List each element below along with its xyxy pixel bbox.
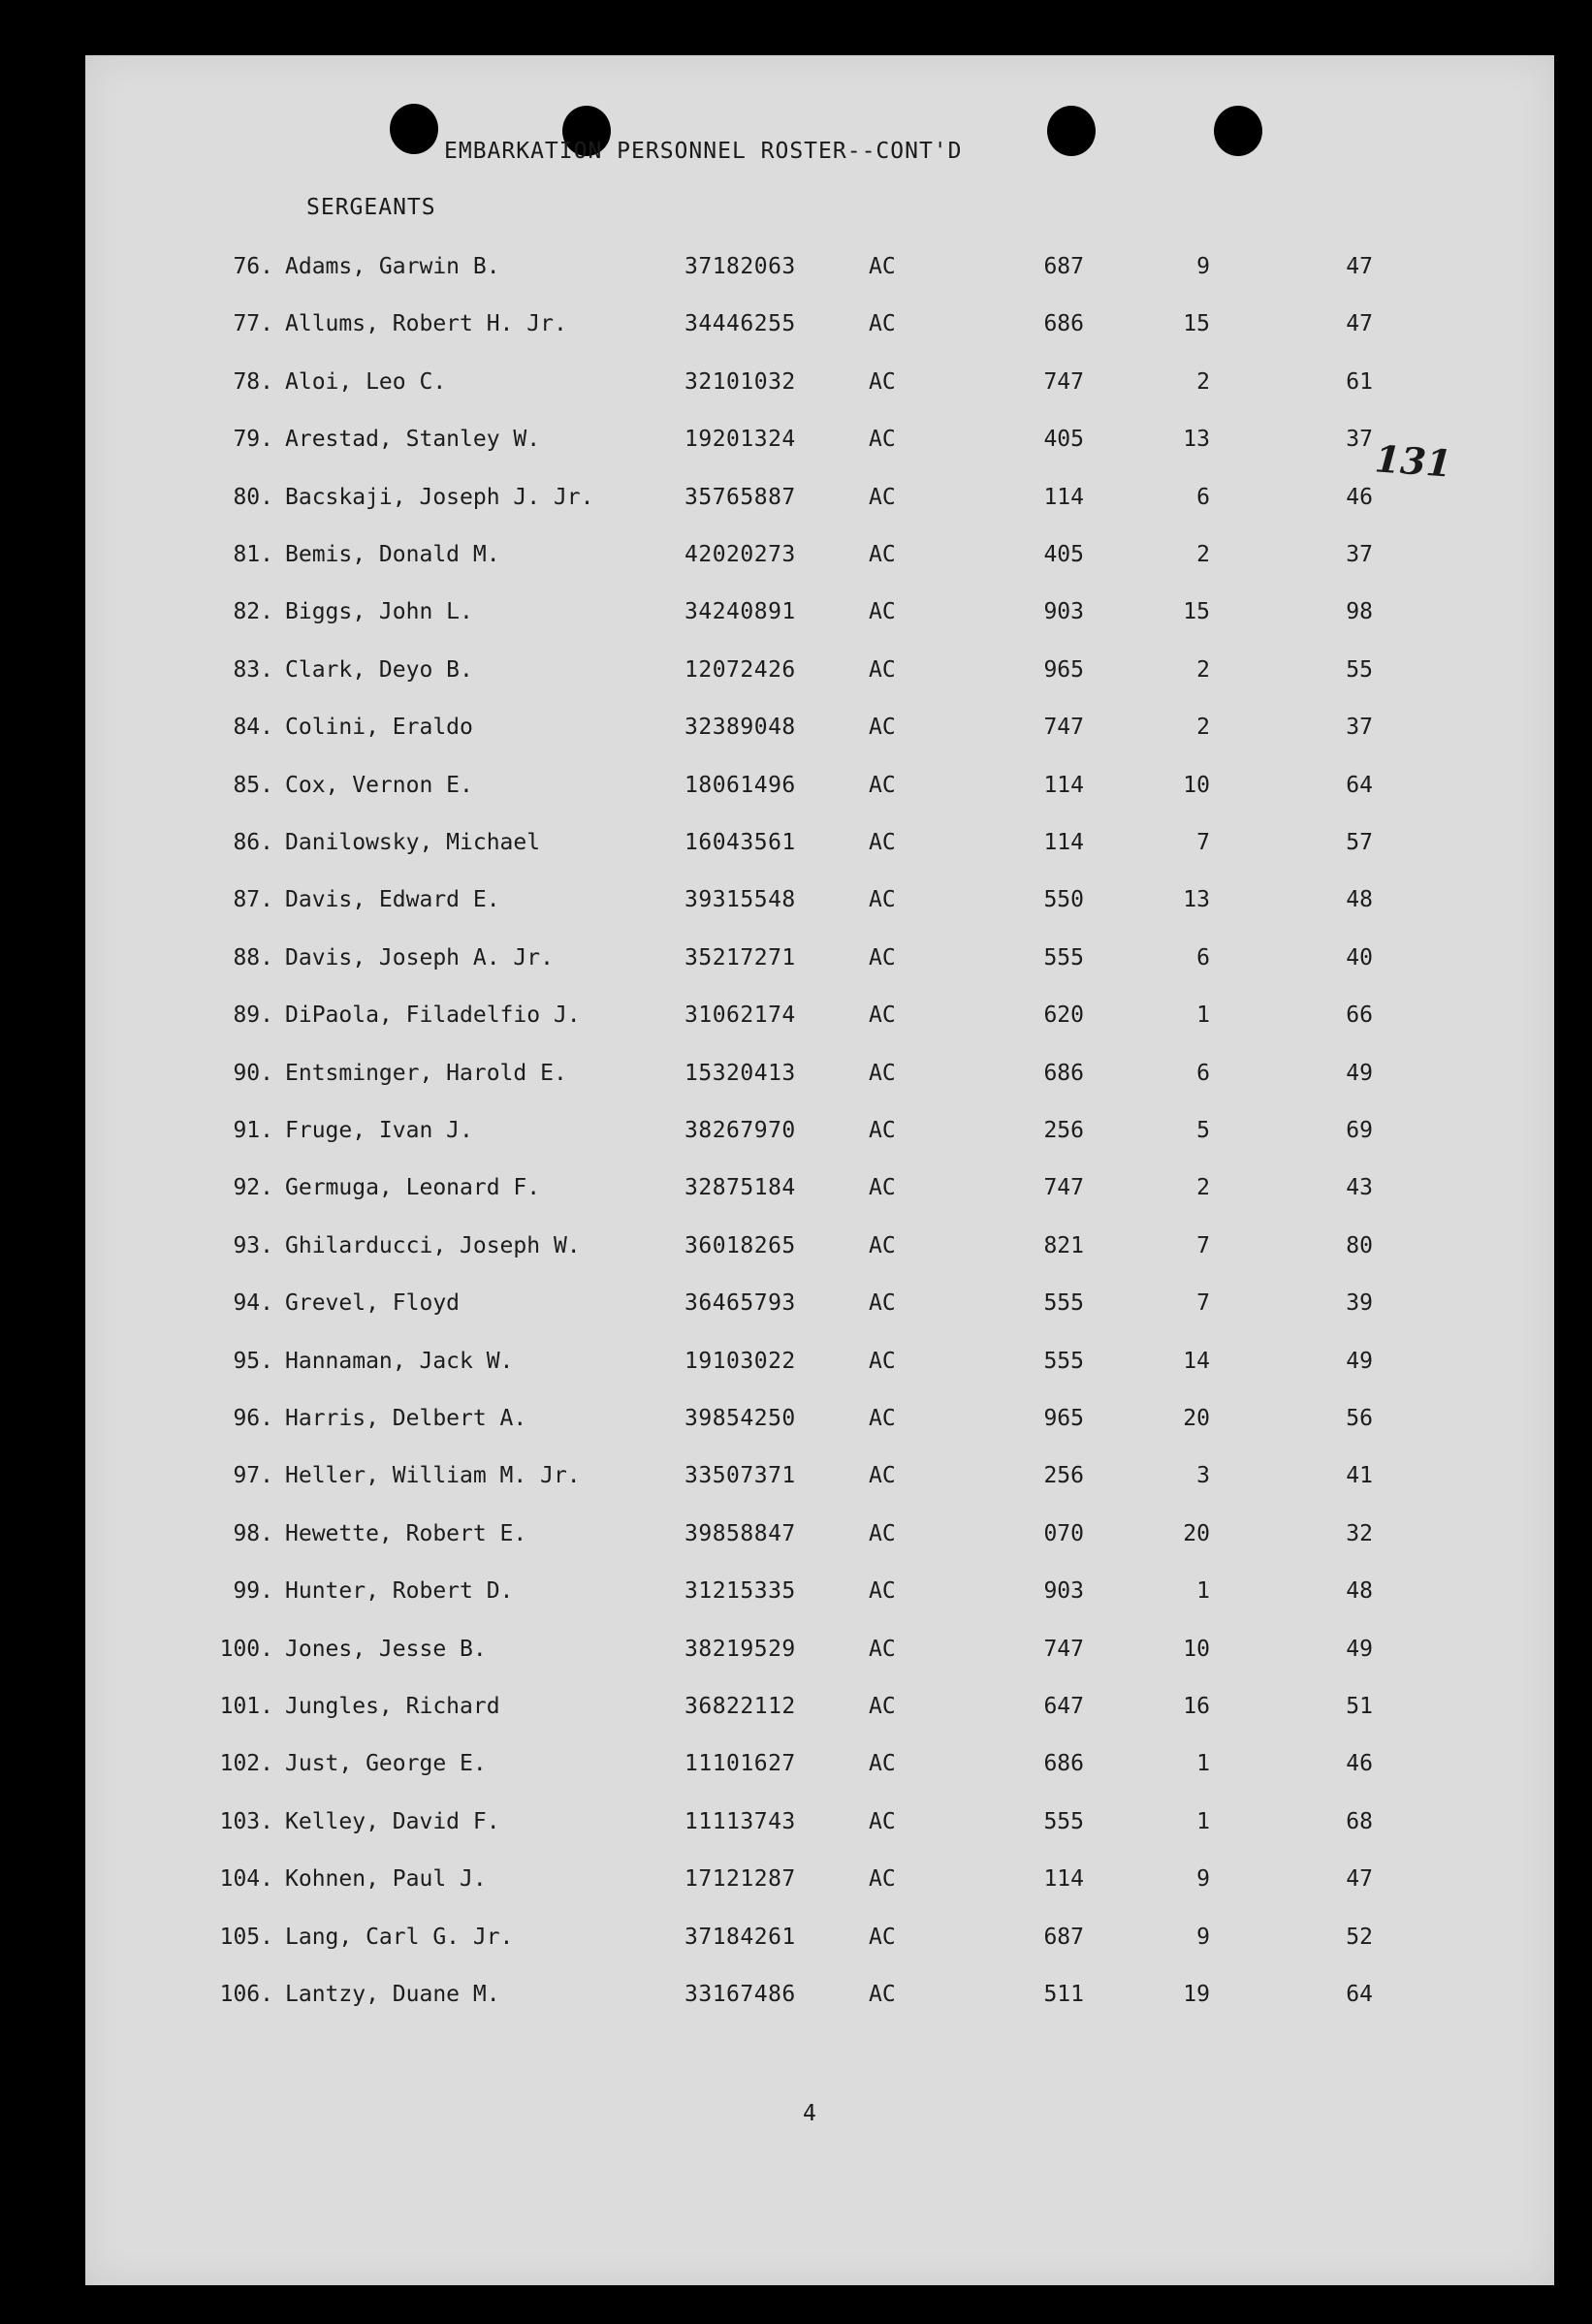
table-row	[85, 1809, 1554, 1842]
table-row	[85, 1521, 1554, 1554]
column-6-value: 61	[1346, 369, 1373, 395]
serial-number: 33167486	[685, 1982, 796, 2007]
column-5-value: 20	[1183, 1521, 1210, 1546]
column-6-value: 48	[1346, 887, 1373, 912]
specialty-code: 965	[1043, 657, 1084, 683]
table-row	[85, 1463, 1554, 1496]
row-number: 90.	[233, 1061, 273, 1086]
column-5-value: 16	[1183, 1694, 1210, 1719]
column-5-value: 3	[1196, 1463, 1210, 1488]
table-row	[85, 1175, 1554, 1208]
serial-number: 31062174	[685, 1003, 796, 1028]
column-5-value: 2	[1196, 369, 1210, 395]
serial-number: 11113743	[685, 1809, 796, 1834]
branch-code: AC	[869, 1463, 896, 1488]
table-row	[85, 1003, 1554, 1035]
specialty-code: 965	[1043, 1406, 1084, 1431]
row-number: 83.	[233, 657, 273, 683]
serial-number: 39315548	[685, 887, 796, 912]
branch-code: AC	[869, 887, 896, 912]
specialty-code: 114	[1043, 1866, 1084, 1892]
branch-code: AC	[869, 1982, 896, 2007]
serial-number: 38267970	[685, 1118, 796, 1143]
table-row	[85, 1866, 1554, 1899]
branch-code: AC	[869, 1175, 896, 1200]
branch-code: AC	[869, 1925, 896, 1950]
personnel-name: Clark, Deyo B.	[285, 657, 473, 683]
column-5-value: 5	[1196, 1118, 1210, 1143]
row-number: 80.	[233, 485, 273, 510]
row-number: 93.	[233, 1233, 273, 1258]
row-number: 77.	[233, 311, 273, 336]
branch-code: AC	[869, 830, 896, 855]
branch-code: AC	[869, 427, 896, 452]
personnel-name: Grevel, Floyd	[285, 1290, 461, 1316]
column-5-value: 6	[1196, 485, 1210, 510]
personnel-name: Heller, William M. Jr.	[285, 1463, 581, 1488]
row-number: 92.	[233, 1175, 273, 1200]
roster-page	[85, 55, 1554, 2285]
serial-number: 16043561	[685, 830, 796, 855]
specialty-code: 555	[1043, 1809, 1084, 1834]
column-6-value: 41	[1346, 1463, 1373, 1488]
row-number: 94.	[233, 1290, 273, 1316]
column-5-value: 10	[1183, 1637, 1210, 1662]
branch-code: AC	[869, 1578, 896, 1604]
column-5-value: 15	[1183, 311, 1210, 336]
serial-number: 19201324	[685, 427, 796, 452]
branch-code: AC	[869, 485, 896, 510]
serial-number: 39854250	[685, 1406, 796, 1431]
serial-number: 39858847	[685, 1521, 796, 1546]
column-6-value: 51	[1346, 1694, 1373, 1719]
column-6-value: 46	[1346, 1751, 1373, 1776]
serial-number: 37182063	[685, 254, 796, 279]
personnel-name: Adams, Garwin B.	[285, 254, 500, 279]
table-row	[85, 599, 1554, 632]
row-number: 99.	[233, 1578, 273, 1604]
row-number: 85.	[233, 773, 273, 798]
table-row	[85, 1290, 1554, 1323]
column-5-value: 14	[1183, 1349, 1210, 1374]
branch-code: AC	[869, 1694, 896, 1719]
specialty-code: 555	[1043, 1349, 1084, 1374]
branch-code: AC	[869, 1349, 896, 1374]
table-row	[85, 657, 1554, 690]
specialty-code: 555	[1043, 945, 1084, 971]
personnel-name: Hunter, Robert D.	[285, 1578, 514, 1604]
column-6-value: 47	[1346, 311, 1373, 336]
branch-code: AC	[869, 1637, 896, 1662]
page-number: 4	[803, 2101, 816, 2126]
personnel-name: Danilowsky, Michael	[285, 830, 541, 855]
row-number: 88.	[233, 945, 273, 971]
branch-code: AC	[869, 657, 896, 683]
specialty-code: 114	[1043, 485, 1084, 510]
branch-code: AC	[869, 599, 896, 624]
row-number: 81.	[233, 542, 273, 567]
table-row	[85, 254, 1554, 287]
row-number: 100.	[219, 1637, 273, 1662]
personnel-name: Lang, Carl G. Jr.	[285, 1925, 514, 1950]
specialty-code: 903	[1043, 599, 1084, 624]
row-number: 79.	[233, 427, 273, 452]
specialty-code: 747	[1043, 1637, 1084, 1662]
personnel-name: Lantzy, Duane M.	[285, 1982, 500, 2007]
column-6-value: 98	[1346, 599, 1373, 624]
table-row	[85, 1694, 1554, 1727]
column-6-value: 52	[1346, 1925, 1373, 1950]
column-5-value: 7	[1196, 830, 1210, 855]
column-6-value: 47	[1346, 254, 1373, 279]
personnel-name: Aloi, Leo C.	[285, 369, 447, 395]
serial-number: 36465793	[685, 1290, 796, 1316]
specialty-code: 747	[1043, 1175, 1084, 1200]
personnel-name: Entsminger, Harold E.	[285, 1061, 567, 1086]
specialty-code: 114	[1043, 830, 1084, 855]
table-row	[85, 1578, 1554, 1611]
row-number: 76.	[233, 254, 273, 279]
row-number: 91.	[233, 1118, 273, 1143]
specialty-code: 686	[1043, 311, 1084, 336]
specialty-code: 070	[1043, 1521, 1084, 1546]
serial-number: 19103022	[685, 1349, 796, 1374]
table-row	[85, 1925, 1554, 1958]
table-row	[85, 427, 1554, 460]
branch-code: AC	[869, 254, 896, 279]
serial-number: 11101627	[685, 1751, 796, 1776]
row-number: 106.	[219, 1982, 273, 2007]
serial-number: 36018265	[685, 1233, 796, 1258]
serial-number: 37184261	[685, 1925, 796, 1950]
branch-code: AC	[869, 1118, 896, 1143]
personnel-name: Arestad, Stanley W.	[285, 427, 541, 452]
specialty-code: 555	[1043, 1290, 1084, 1316]
column-6-value: 66	[1346, 1003, 1373, 1028]
column-6-value: 69	[1346, 1118, 1373, 1143]
row-number: 95.	[233, 1349, 273, 1374]
branch-code: AC	[869, 542, 896, 567]
personnel-name: Ghilarducci, Joseph W.	[285, 1233, 581, 1258]
personnel-name: Kelley, David F.	[285, 1809, 500, 1834]
branch-code: AC	[869, 1809, 896, 1834]
serial-number: 18061496	[685, 773, 796, 798]
table-row	[85, 311, 1554, 344]
column-6-value: 49	[1346, 1637, 1373, 1662]
personnel-name: Fruge, Ivan J.	[285, 1118, 473, 1143]
serial-number: 32875184	[685, 1175, 796, 1200]
table-row	[85, 715, 1554, 748]
column-5-value: 9	[1196, 1866, 1210, 1892]
serial-number: 33507371	[685, 1463, 796, 1488]
stamped-page-number: 131	[1373, 436, 1453, 486]
column-6-value: 46	[1346, 485, 1373, 510]
branch-code: AC	[869, 715, 896, 740]
personnel-name: Harris, Delbert A.	[285, 1406, 527, 1431]
document-title: EMBARKATION PERSONNEL ROSTER--CONT'D	[444, 139, 963, 164]
table-row	[85, 1061, 1554, 1094]
personnel-name: Hewette, Robert E.	[285, 1521, 527, 1546]
personnel-name: Davis, Edward E.	[285, 887, 500, 912]
column-5-value: 1	[1196, 1751, 1210, 1776]
personnel-name: Davis, Joseph A. Jr.	[285, 945, 554, 971]
table-row	[85, 1982, 1554, 2015]
branch-code: AC	[869, 1521, 896, 1546]
specialty-code: 405	[1043, 542, 1084, 567]
table-row	[85, 1406, 1554, 1439]
serial-number: 35765887	[685, 485, 796, 510]
serial-number: 36822112	[685, 1694, 796, 1719]
table-row	[85, 542, 1554, 575]
column-6-value: 47	[1346, 1866, 1373, 1892]
column-5-value: 7	[1196, 1290, 1210, 1316]
serial-number: 38219529	[685, 1637, 796, 1662]
table-row	[85, 1118, 1554, 1151]
specialty-code: 256	[1043, 1118, 1084, 1143]
serial-number: 35217271	[685, 945, 796, 971]
table-row	[85, 485, 1554, 518]
row-number: 103.	[219, 1809, 273, 1834]
column-6-value: 37	[1346, 427, 1373, 452]
table-row	[85, 773, 1554, 806]
column-6-value: 48	[1346, 1578, 1373, 1604]
column-5-value: 2	[1196, 657, 1210, 683]
branch-code: AC	[869, 311, 896, 336]
column-6-value: 80	[1346, 1233, 1373, 1258]
column-6-value: 37	[1346, 715, 1373, 740]
column-5-value: 2	[1196, 1175, 1210, 1200]
specialty-code: 620	[1043, 1003, 1084, 1028]
row-number: 102.	[219, 1751, 273, 1776]
column-6-value: 37	[1346, 542, 1373, 567]
row-number: 96.	[233, 1406, 273, 1431]
specialty-code: 405	[1043, 427, 1084, 452]
branch-code: AC	[869, 1866, 896, 1892]
personnel-name: Allums, Robert H. Jr.	[285, 311, 567, 336]
column-6-value: 40	[1346, 945, 1373, 971]
specialty-code: 687	[1043, 254, 1084, 279]
column-5-value: 6	[1196, 945, 1210, 971]
branch-code: AC	[869, 1003, 896, 1028]
column-5-value: 1	[1196, 1578, 1210, 1604]
column-5-value: 7	[1196, 1233, 1210, 1258]
personnel-name: Jones, Jesse B.	[285, 1637, 487, 1662]
serial-number: 15320413	[685, 1061, 796, 1086]
column-6-value: 64	[1346, 1982, 1373, 2007]
column-6-value: 49	[1346, 1349, 1373, 1374]
personnel-name: Biggs, John L.	[285, 599, 473, 624]
column-5-value: 10	[1183, 773, 1210, 798]
personnel-name: DiPaola, Filadelfio J.	[285, 1003, 581, 1028]
column-6-value: 68	[1346, 1809, 1373, 1834]
column-5-value: 13	[1183, 887, 1210, 912]
personnel-name: Cox, Vernon E.	[285, 773, 473, 798]
specialty-code: 550	[1043, 887, 1084, 912]
row-number: 89.	[233, 1003, 273, 1028]
column-5-value: 1	[1196, 1809, 1210, 1834]
row-number: 101.	[219, 1694, 273, 1719]
column-6-value: 64	[1346, 773, 1373, 798]
column-5-value: 15	[1183, 599, 1210, 624]
serial-number: 34446255	[685, 311, 796, 336]
table-row	[85, 1349, 1554, 1382]
serial-number: 17121287	[685, 1866, 796, 1892]
specialty-code: 821	[1043, 1233, 1084, 1258]
table-row	[85, 1751, 1554, 1784]
column-5-value: 2	[1196, 542, 1210, 567]
row-number: 104.	[219, 1866, 273, 1892]
column-6-value: 43	[1346, 1175, 1373, 1200]
column-5-value: 6	[1196, 1061, 1210, 1086]
row-number: 87.	[233, 887, 273, 912]
branch-code: AC	[869, 1233, 896, 1258]
personnel-name: Germuga, Leonard F.	[285, 1175, 541, 1200]
row-number: 84.	[233, 715, 273, 740]
column-6-value: 55	[1346, 657, 1373, 683]
table-row	[85, 830, 1554, 863]
personnel-name: Bacskaji, Joseph J. Jr.	[285, 485, 594, 510]
column-6-value: 56	[1346, 1406, 1373, 1431]
serial-number: 34240891	[685, 599, 796, 624]
branch-code: AC	[869, 773, 896, 798]
branch-code: AC	[869, 369, 896, 395]
column-5-value: 13	[1183, 427, 1210, 452]
column-6-value: 39	[1346, 1290, 1373, 1316]
table-row	[85, 1233, 1554, 1266]
row-number: 105.	[219, 1925, 273, 1950]
personnel-name: Colini, Eraldo	[285, 715, 473, 740]
row-number: 82.	[233, 599, 273, 624]
column-5-value: 19	[1183, 1982, 1210, 2007]
table-row	[85, 887, 1554, 920]
column-5-value: 20	[1183, 1406, 1210, 1431]
branch-code: AC	[869, 945, 896, 971]
table-row	[85, 369, 1554, 402]
personnel-name: Just, George E.	[285, 1751, 487, 1776]
branch-code: AC	[869, 1751, 896, 1776]
specialty-code: 256	[1043, 1463, 1084, 1488]
branch-code: AC	[869, 1406, 896, 1431]
specialty-code: 747	[1043, 369, 1084, 395]
column-6-value: 57	[1346, 830, 1373, 855]
column-6-value: 32	[1346, 1521, 1373, 1546]
table-row	[85, 945, 1554, 978]
specialty-code: 747	[1043, 715, 1084, 740]
row-number: 86.	[233, 830, 273, 855]
specialty-code: 903	[1043, 1578, 1084, 1604]
column-5-value: 1	[1196, 1003, 1210, 1028]
personnel-name: Hannaman, Jack W.	[285, 1349, 514, 1374]
column-5-value: 9	[1196, 1925, 1210, 1950]
serial-number: 42020273	[685, 542, 796, 567]
serial-number: 32389048	[685, 715, 796, 740]
column-5-value: 9	[1196, 254, 1210, 279]
section-heading: SERGEANTS	[306, 195, 436, 220]
serial-number: 12072426	[685, 657, 796, 683]
row-number: 98.	[233, 1521, 273, 1546]
specialty-code: 511	[1043, 1982, 1084, 2007]
branch-code: AC	[869, 1290, 896, 1316]
personnel-name: Bemis, Donald M.	[285, 542, 500, 567]
serial-number: 32101032	[685, 369, 796, 395]
table-row	[85, 1637, 1554, 1670]
column-5-value: 2	[1196, 715, 1210, 740]
column-6-value: 49	[1346, 1061, 1373, 1086]
specialty-code: 114	[1043, 773, 1084, 798]
branch-code: AC	[869, 1061, 896, 1086]
personnel-name: Kohnen, Paul J.	[285, 1866, 487, 1892]
roster-table	[85, 55, 1554, 2285]
specialty-code: 687	[1043, 1925, 1084, 1950]
specialty-code: 686	[1043, 1061, 1084, 1086]
row-number: 97.	[233, 1463, 273, 1488]
specialty-code: 647	[1043, 1694, 1084, 1719]
row-number: 78.	[233, 369, 273, 395]
personnel-name: Jungles, Richard	[285, 1694, 500, 1719]
specialty-code: 686	[1043, 1751, 1084, 1776]
serial-number: 31215335	[685, 1578, 796, 1604]
